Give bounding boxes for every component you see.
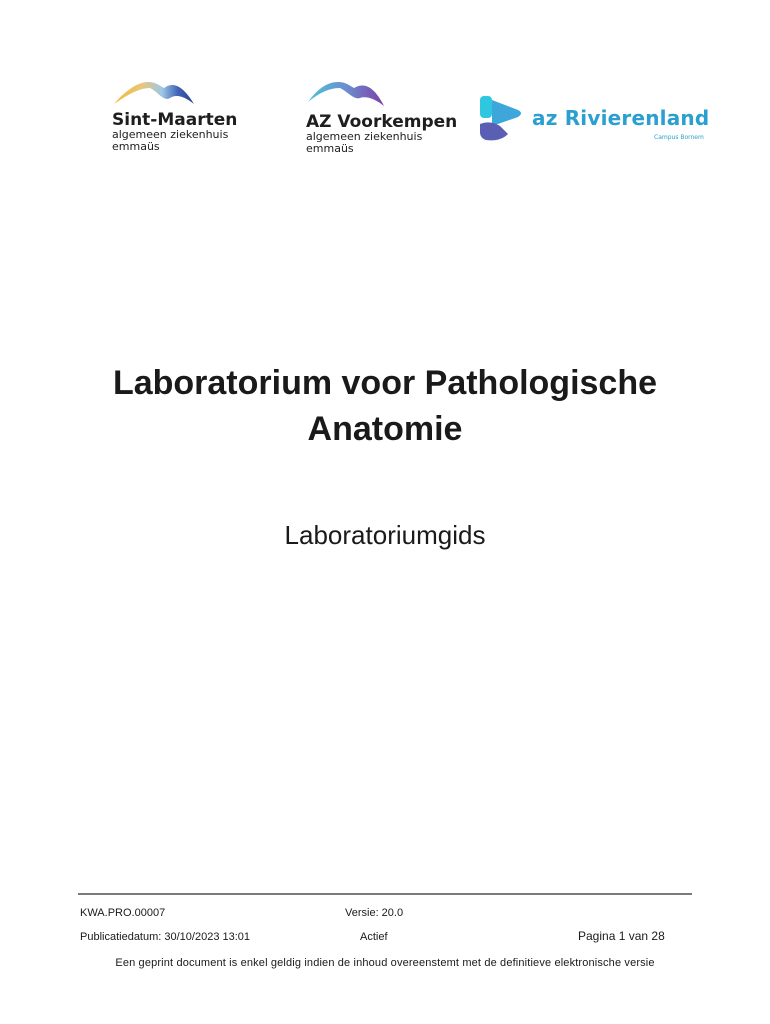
az-voorkempen-logo	[306, 78, 457, 155]
az-rivierenland-mark-icon	[478, 94, 526, 144]
document-title	[40, 360, 730, 452]
az-voorkempen-line1: algemeen ziekenhuis	[306, 130, 423, 143]
page-number: Pagina 1 van 28	[578, 929, 665, 943]
document-subtitle: Laboratoriumgids	[284, 520, 486, 550]
sint-maarten-line1: algemeen ziekenhuis	[112, 128, 229, 141]
sint-maarten-line2: emmaüs	[112, 140, 160, 153]
document-code: KWA.PRO.00007	[80, 907, 166, 919]
az-rivierenland-tagline: Campus Bornem	[654, 134, 704, 141]
document-status: Actief	[360, 931, 388, 943]
az-voorkempen-line2: emmaüs	[306, 142, 354, 155]
az-voorkempen-name: AZ Voorkempen	[306, 112, 458, 132]
document-title-line2: Anatomie	[307, 410, 463, 448]
publication-date: Publicatiedatum: 30/10/2023 13:01	[80, 931, 251, 943]
az-rivierenland-name: az Rivierenland	[532, 106, 710, 130]
az-voorkempen-wave-icon	[306, 78, 386, 108]
footer-divider	[78, 893, 692, 895]
sint-maarten-logo	[112, 78, 237, 153]
print-disclaimer: Een geprint document is enkel geldig indien de inhoud overeenstemt met de definitieve elektronische versie	[115, 957, 655, 969]
document-title-line1: Laboratorium voor Pathologische	[112, 364, 658, 402]
sint-maarten-name: Sint-Maarten	[112, 110, 238, 130]
document-version: Versie: 20.0	[345, 907, 404, 919]
sint-maarten-wave-icon	[112, 78, 196, 108]
